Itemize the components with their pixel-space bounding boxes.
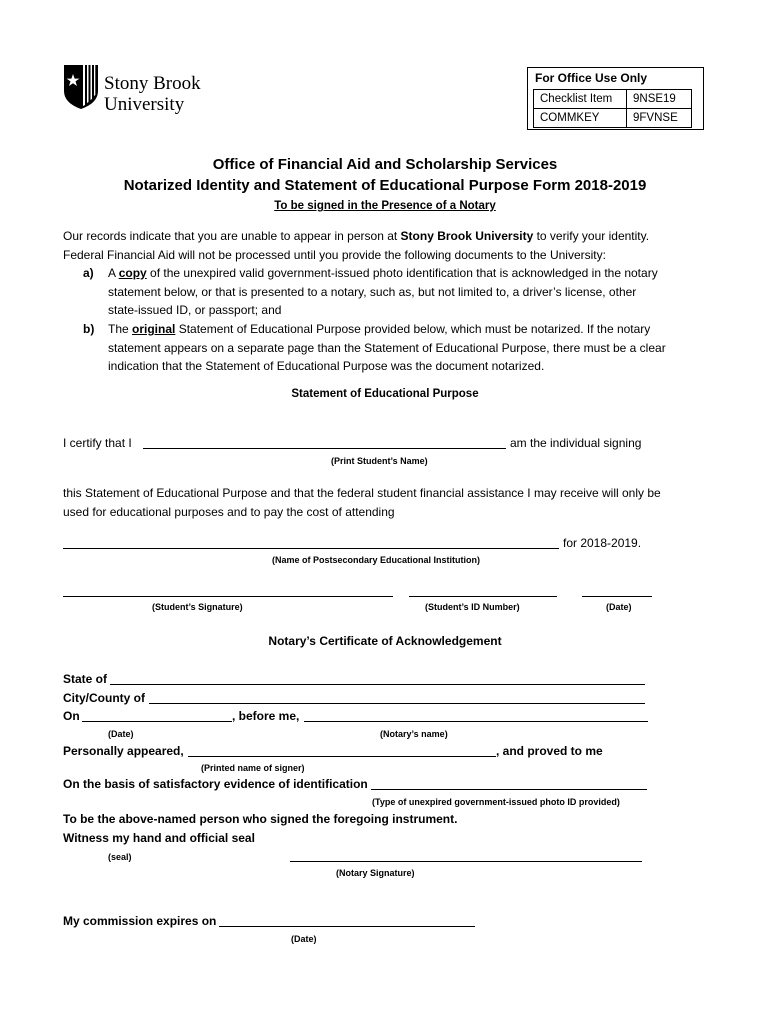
table-row (534, 109, 692, 128)
intro-paragraph (63, 227, 649, 264)
institution-label: (Name of Postsecondary Educational Institution) (272, 555, 481, 565)
notary-heading: Notary’s Certificate of Acknowledgement (268, 634, 502, 648)
institution-field[interactable] (63, 548, 559, 549)
witness-text: Witness my hand and official seal (63, 831, 255, 845)
id-type-label: (Type of unexpired government-issued photo ID provided) (372, 797, 620, 807)
commkey-value: 9FVNSE (627, 109, 692, 128)
notary-date-field[interactable] (82, 721, 232, 722)
state-field[interactable] (110, 684, 645, 685)
commission-date-field[interactable] (219, 926, 475, 927)
commkey-label: COMMKEY (534, 109, 627, 128)
office-use-table (533, 89, 692, 128)
notary-name-label: (Notary’s name) (380, 729, 448, 739)
form-title: Notarized Identity and Statement of Educational Purpose Form 2018-2019 (123, 177, 647, 194)
item-b-text: The original Statement of Educational Purpose provided below, which must be notarized. If the notary statement appears on a separate page than the Statement of Educational Purpose, there must be a clear indication that the Statement of Educational Purpose was the document notarized. (108, 322, 666, 374)
statement-body: this Statement of Educational Purpose and that the federal student financial assistance I may receive will only be used for educational purposes and to pay the cost of attending (63, 486, 661, 519)
proved-to-me-label: , and proved to me (496, 744, 603, 758)
seal-label: (seal) (108, 852, 132, 862)
notary-date-label: (Date) (108, 729, 134, 739)
university-wordmark (104, 73, 201, 115)
wordmark-line-2: University (104, 94, 185, 115)
signature-date-field[interactable] (582, 596, 652, 597)
city-county-label: City/County of (63, 691, 145, 705)
printed-signer-label: (Printed name of signer) (201, 763, 305, 773)
id-type-field[interactable] (371, 789, 647, 790)
on-label: On (63, 709, 80, 723)
notary-signature-label: (Notary Signature) (336, 868, 415, 878)
intro-line-1: Our records indicate that you are unable to appear in person at Stony Brook University to verify your identity. (63, 229, 650, 243)
checklist-item-label: Checklist Item (534, 90, 627, 109)
intro-line-2: Federal Financial Aid will not be processed until you provide the following documents to the University: (63, 247, 606, 262)
commission-label: My commission expires on (63, 914, 217, 928)
signer-name-field[interactable] (188, 756, 496, 757)
above-named-text: To be the above-named person who signed the foregoing instrument. (63, 812, 458, 826)
personally-appeared-label: Personally appeared, (63, 744, 184, 758)
table-row (534, 90, 692, 109)
student-signature-field[interactable] (63, 596, 393, 597)
checklist-item-value: 9NSE19 (627, 90, 692, 109)
commission-date-label: (Date) (291, 934, 317, 944)
office-use-title: For Office Use Only (535, 71, 648, 85)
certify-text: I certify that I (63, 436, 132, 450)
office-title: Office of Financial Aid and Scholarship Services (212, 156, 558, 173)
print-name-label: (Print Student’s Name) (331, 456, 428, 466)
state-of-label: State of (63, 672, 108, 686)
signature-label: (Student’s Signature) (152, 602, 243, 612)
basis-label: On the basis of satisfactory evidence of identification (63, 777, 368, 791)
notary-name-field[interactable] (304, 721, 648, 722)
city-county-field[interactable] (149, 703, 645, 704)
certify-text-end: am the individual signing (510, 436, 642, 450)
item-a-text: A copy of the unexpired valid government-issued photo identification that is acknowledged in the notary statement below, or that is presented to a notary, such as, but not limited to, a driver’s license, other state-issued ID, or passport; and (108, 266, 658, 318)
form-subtitle: To be signed in the Presence of a Notary (274, 200, 496, 212)
date-label: (Date) (606, 602, 632, 612)
item-a-marker: a) (83, 266, 94, 280)
student-name-field[interactable] (143, 448, 506, 449)
before-me-label: , before me, (232, 709, 300, 723)
for-year-text: for 2018-2019. (563, 536, 642, 550)
student-id-label: (Student’s ID Number) (425, 602, 520, 612)
statement-heading: Statement of Educational Purpose (291, 388, 479, 400)
notary-signature-field[interactable] (290, 861, 642, 862)
item-b-marker: b) (83, 322, 95, 336)
wordmark-line-1: Stony Brook (104, 73, 201, 94)
university-shield-logo (64, 65, 98, 109)
student-id-field[interactable] (409, 596, 557, 597)
